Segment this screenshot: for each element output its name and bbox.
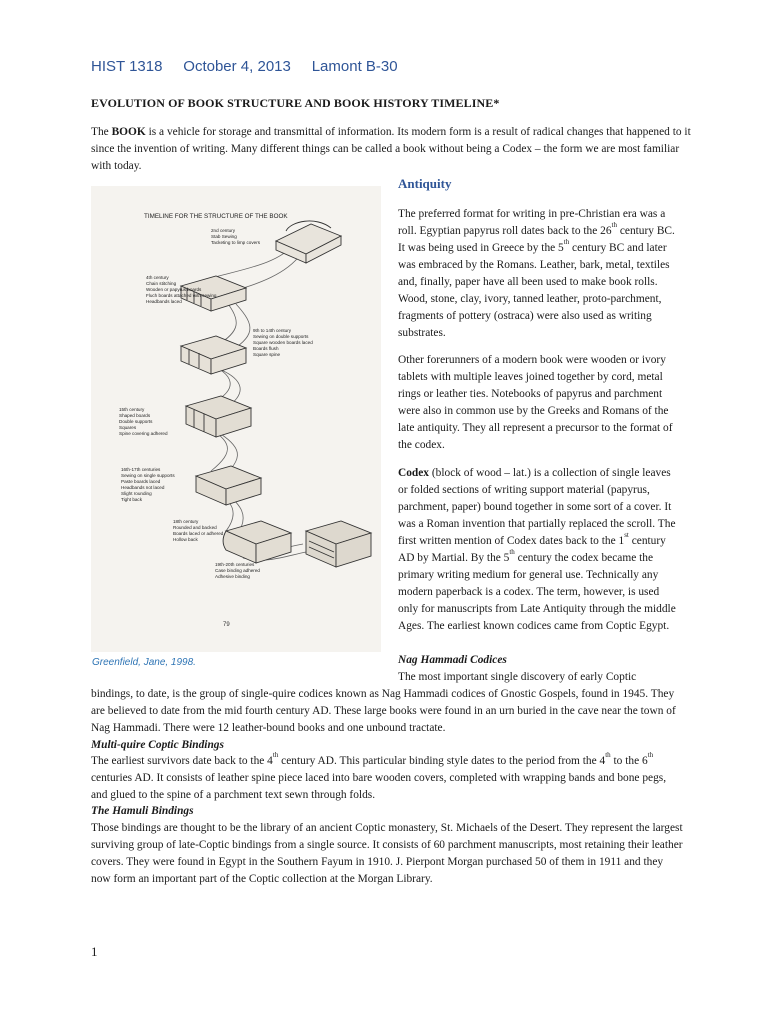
- figure-caption: Greenfield, Jane, 1998.: [92, 657, 196, 668]
- book-19th-century: [306, 521, 371, 567]
- multi-quire-paragraph: The earliest survivors date back to the 4th century AD. This particular binding style dates to the period from the 4th to the 6th centuries AD. It consists of leather spine piece laced into bare wooden covers, completed with wrapping bands and bone pegs, and glued to the spine of a parchment text sewn through folds.: [91, 751, 667, 801]
- lecture-room: Lamont B-30: [311, 58, 398, 75]
- book-2nd-century: [276, 221, 341, 263]
- figure-title: TIMELINE FOR THE STRUCTURE OF THE BOOK: [144, 213, 288, 220]
- course-header: [91, 58, 398, 75]
- book-15th-century: [186, 396, 251, 437]
- book-16th-century: [196, 466, 261, 505]
- codex-paragraph: Codex (block of wood – lat.) is a collection of single leaves or folded sections of writing support material (papyrus, parchment, paper) bound together in some sort of a cover. It was a Roman invention that partially replaced the scroll. The first written mention of Codex dates back to the 1st century AD by Martial. By the 5th century the codex became the primary writing medium for general use. Technically any modern paperback is a codex. The term, however, is used only for manuscripts from Late Antiquity through the middle Ages. The earliest known codices came from Coptic Egypt.: [398, 467, 676, 632]
- label-group-18th: 18th century Rounded and backed Boards laced or adhered Hollow back: [173, 519, 224, 542]
- lecture-date: October 4, 2013: [183, 58, 291, 75]
- intro-text: is a vehicle for storage and transmittal of information. Its modern form is a result of radical changes that happened to it since the invention of writing. Many different things can be called a book without being a Codex – the form we are most familiar with today.: [91, 126, 691, 172]
- figure-page-number: 79: [223, 622, 230, 628]
- label-group-4th: 4th century Chain stitching Wooden or papyrus boards Fluch boards attached with sewing Headbands laced: [146, 275, 217, 304]
- label-group-15th: 15th century Shaped boards Double supports Squares Spine covering adhered: [119, 407, 168, 436]
- book-9th-century: [181, 336, 246, 374]
- label-group-9th: 9th to 14th century Sewing on double supports Square wooden boards laced Boards flush Square spine: [253, 328, 313, 357]
- intro-lead: The: [91, 126, 112, 138]
- nag-hammadi-paragraph: bindings, to date, is the group of single-quire codices known as Nag Hammadi codices of Gnostic Gospels, found in 1945. They are believed to date from the mid fourth century AD. These large books were found in an urn buried in the cave near the town of Nag Hammadi. There were 12 leather-bound books and one unbound tractate.: [91, 688, 676, 734]
- multi-quire-heading: Multi-quire Coptic Bindings: [91, 739, 224, 751]
- intro-paragraph: [91, 124, 691, 175]
- hamuli-heading: The Hamuli Bindings: [91, 805, 194, 817]
- page-number: 1: [91, 944, 98, 959]
- forerunners-paragraph: Other forerunners of a modern book were wooden or ivory tablets with multiple leaves joined together by cord, metal rings or leather ties. Notebooks of papyrus and parchment were also in common use by the Greeks and Romans of the late antiquity. They all represent a precursor to the format of the codex.: [398, 354, 673, 451]
- timeline-figure: [91, 186, 381, 652]
- book-structure-illustration: [91, 186, 381, 652]
- hamuli-paragraph: Those bindings are thought to be the library of an ancient Coptic monastery, St. Michaels of the Desert. They represent the largest surviving group of late-Coptic bindings from a single source. It consists of 60 parchment manuscripts, most retaining their leather covers. They were found in Egypt in the Southern Fayum in 1910. J. Pierpont Morgan purchased 50 of them in 1911 and they now form an important part of the Coptic collection at the Morgan Library.: [91, 822, 683, 885]
- intro-bold-term: BOOK: [111, 126, 146, 138]
- antiquity-paragraph: The preferred format for writing in pre-Christian era was a roll. Egyptian papyrus roll dates back to the 26th century BC. It was being used in Greece by the 5th century BC and later was embraced by the Romans. Leather, bark, metal, textiles and, finally, paper have all been used to make book rolls. Wood, stone, clay, ivory, tanned leather, proto-parchment, fragments of pottery (ostraca) were also used as writing substrates.: [398, 208, 675, 339]
- nag-hammadi-heading: Nag Hammadi Codices: [398, 654, 507, 666]
- codex-term: Codex: [398, 467, 430, 479]
- document-title: EVOLUTION OF BOOK STRUCTURE AND BOOK HISTORY TIMELINE*: [91, 96, 500, 110]
- course-code: HIST 1318: [91, 58, 163, 75]
- label-group-16th: 16th-17th centuries Sewing on single supports Paste boards laced Headbands not laced Slight rounding Tight back: [121, 467, 175, 502]
- book-18th-century: [223, 521, 291, 563]
- antiquity-heading: Antiquity: [398, 176, 452, 191]
- nag-hammadi-first-line: The most important single discovery of early Coptic: [398, 671, 637, 683]
- label-group-2nd: 2nd century Stab Sewing Tacketing to limp covers: [211, 228, 261, 245]
- label-group-19th: 19th-20th centuries Case binding adhered Adhesive binding: [215, 562, 260, 579]
